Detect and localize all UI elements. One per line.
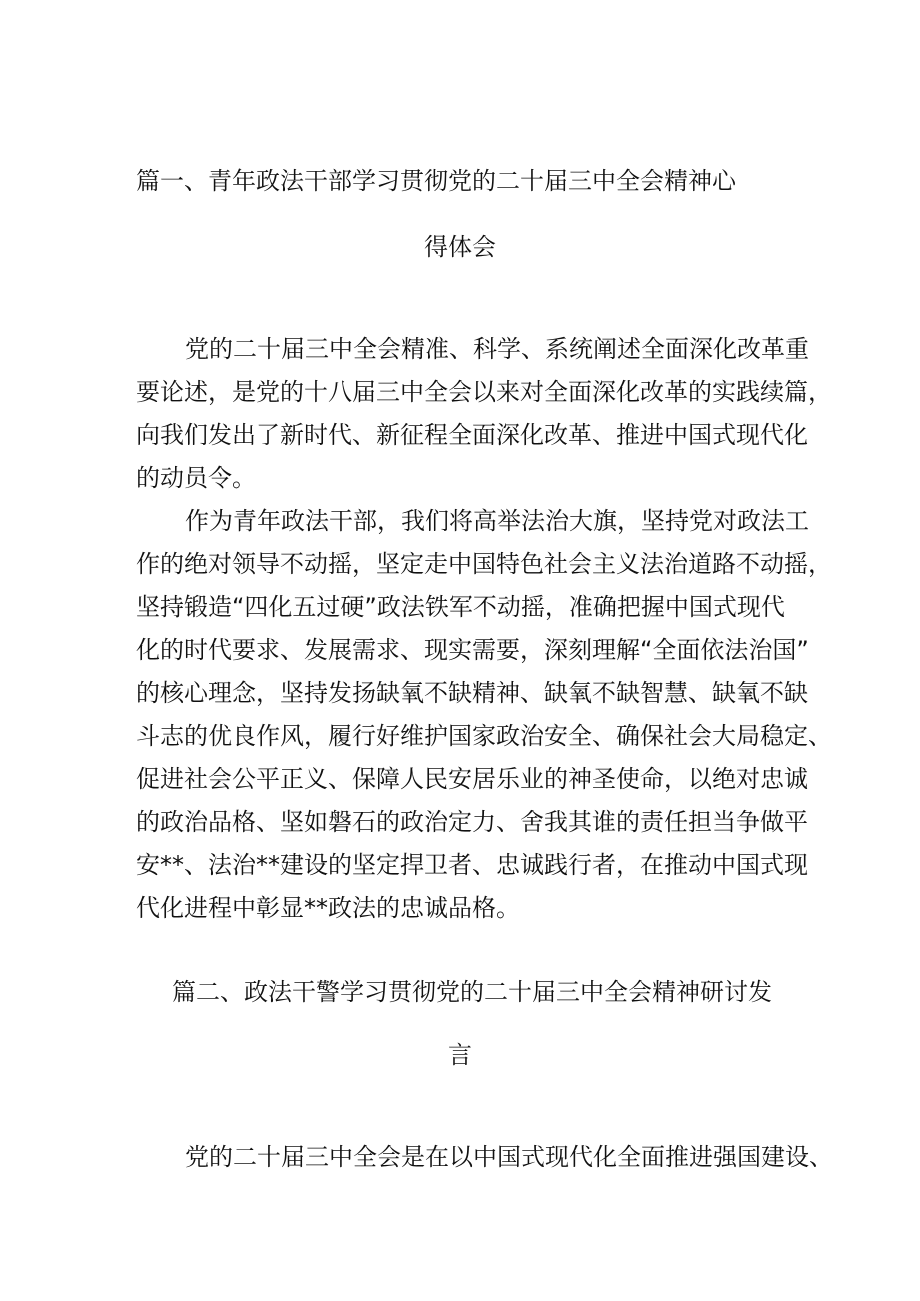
paragraph-line: 促进社会公平正义、保障人民安居乐业的神圣使命，以绝对忠诚: [136, 765, 808, 793]
paragraph-line: 向我们发出了新时代、新征程全面深化改革、推进中国式现代化: [136, 421, 808, 449]
paragraph-line: 作为青年政法干部，我们将高举法治大旗，坚持党对政法工: [185, 507, 809, 535]
paragraph-line: 要论述，是党的十八届三中全会以来对全面深化改革的实践续篇，: [136, 378, 832, 406]
paragraph-line: 代化进程中彰显**政法的忠诚品格。: [136, 894, 520, 922]
section-1-title-line-1: 篇一、青年政法干部学习贯彻党的二十届三中全会精神心: [136, 167, 736, 195]
section-2-title-line-2: 言: [448, 1041, 472, 1069]
paragraph-line: 的核心理念，坚持发扬缺氧不缺精神、缺氧不缺智慧、缺氧不缺: [136, 679, 808, 707]
paragraph-line: 党的二十届三中全会精准、科学、系统阐述全面深化改革重: [185, 335, 809, 363]
section-1-title-line-2: 得体会: [424, 233, 496, 261]
paragraph-line: 安**、法治**建设的坚定捍卫者、忠诚践行者，在推动中国式现: [136, 851, 808, 879]
paragraph-line: 的动员令。: [136, 464, 256, 492]
paragraph-line: 党的二十届三中全会是在以中国式现代化全面推进强国建设、: [185, 1143, 833, 1171]
paragraph-line: 斗志的优良作风，履行好维护国家政治安全、确保社会大局稳定、: [136, 722, 832, 750]
paragraph-line: 的政治品格、坚如磐石的政治定力、舍我其谁的责任担当争做平: [136, 808, 808, 836]
paragraph-line: 化的时代要求、发展需求、现实需要，深刻理解“全面依法治国”: [136, 636, 809, 664]
paragraph-line: 作的绝对领导不动摇，坚定走中国特色社会主义法治道路不动摇，: [136, 550, 832, 578]
paragraph-line: 坚持锻造“四化五过硬”政法铁军不动摇，准确把握中国式现代: [136, 593, 785, 621]
section-2-title-line-1: 篇二、政法干警学习贯彻党的二十届三中全会精神研讨发: [172, 978, 772, 1006]
